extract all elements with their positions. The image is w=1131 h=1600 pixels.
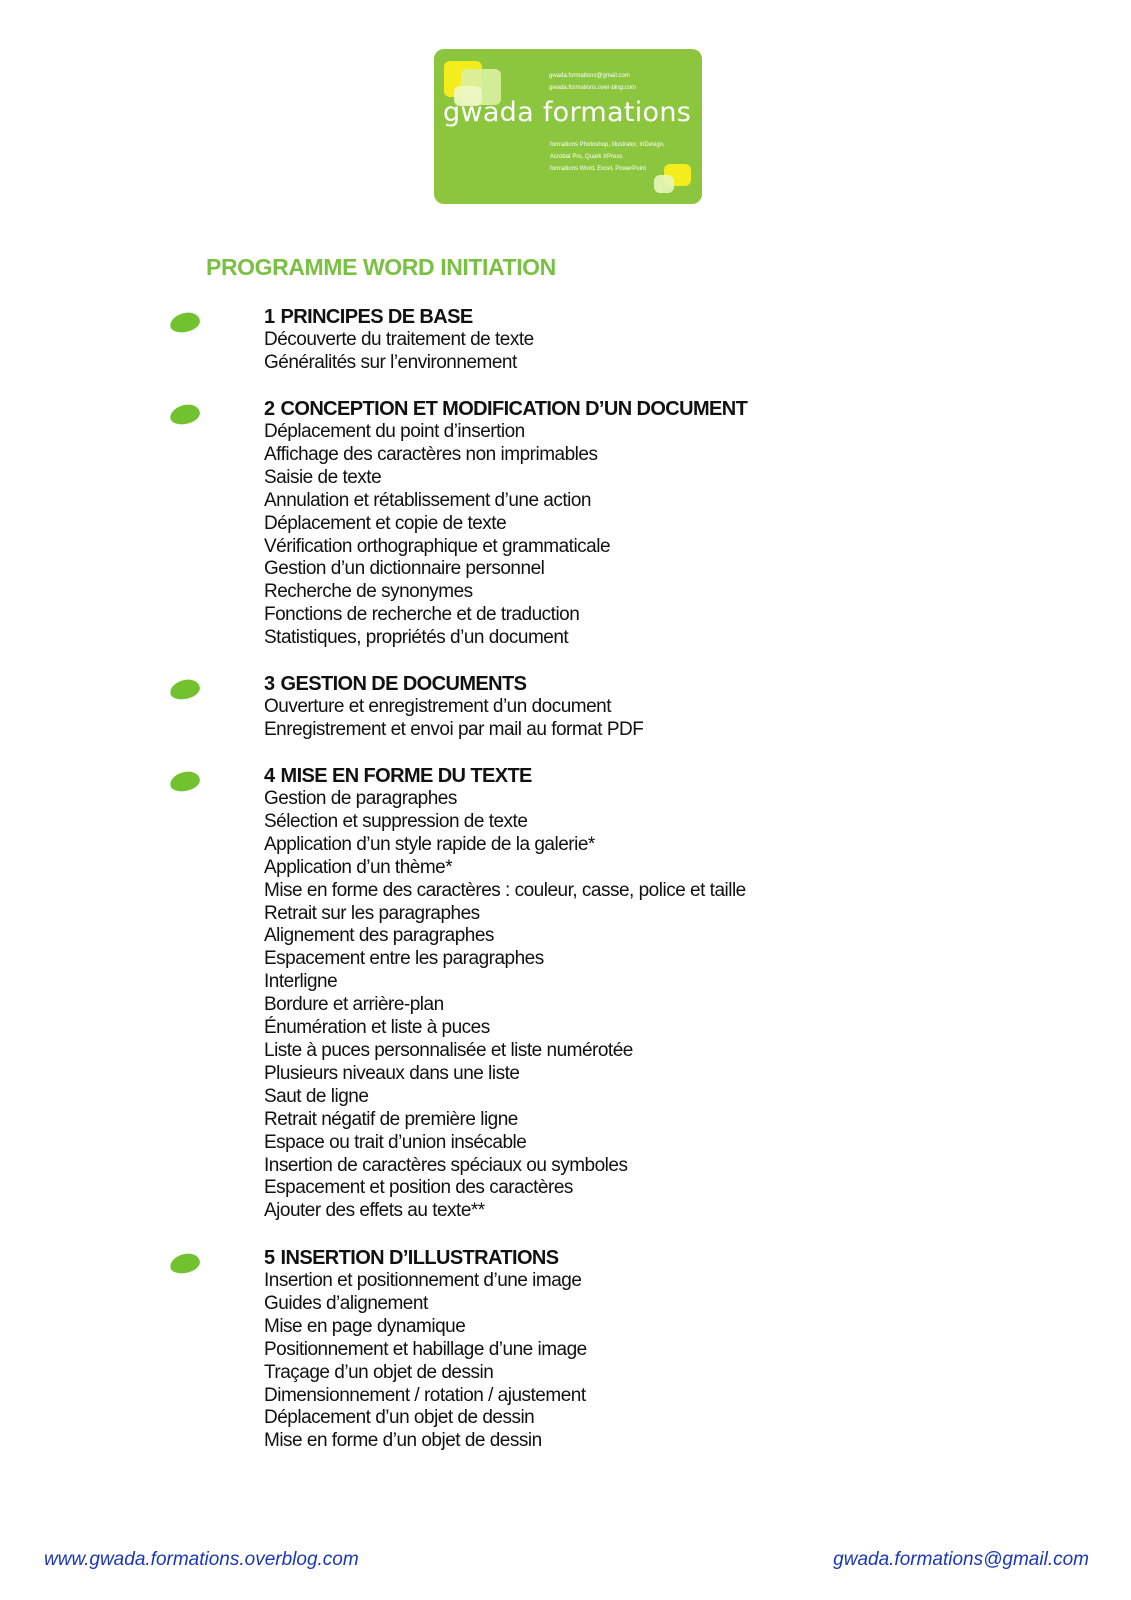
list-item: Mise en page dynamique [264, 1315, 466, 1337]
section-items [264, 696, 804, 742]
section-insertion-illustrations [264, 1247, 804, 1453]
section-conception-modification [264, 398, 804, 650]
list-item: Bordure et arrière-plan [264, 994, 444, 1016]
list-item: Liste à puces personnalisée et liste numérotée [264, 1039, 633, 1061]
list-item: Découverte du traitement de texte [264, 329, 534, 350]
list-item: Retrait négatif de première ligne [264, 1108, 518, 1130]
section-heading [264, 398, 804, 421]
section-number: 3 [264, 673, 275, 695]
logo-tagline-line: formations Word, Excel, PowerPoint [550, 166, 646, 172]
list-item: Statistiques, propriétés d’un document [264, 627, 569, 649]
section-mise-en-forme-texte [264, 765, 804, 1223]
bullet-icon [169, 678, 201, 701]
footer-website-link[interactable]: www.gwada.formations.overblog.com [44, 1549, 359, 1570]
section-heading-label: PRINCIPES DE BASE [280, 306, 473, 328]
section-items [264, 329, 804, 375]
list-item: Insertion et positionnement d’une image [264, 1270, 582, 1291]
list-item: Interligne [264, 971, 338, 993]
section-heading-label: INSERTION D’ILLUSTRATIONS [280, 1247, 559, 1269]
list-item: Ouverture et enregistrement d’un document [264, 696, 612, 717]
section-heading-label: GESTION DE DOCUMENTS [280, 673, 527, 695]
section-heading [264, 306, 804, 329]
list-item: Saut de ligne [264, 1085, 369, 1107]
list-item: Gestion d’un dictionnaire personnel [264, 558, 545, 580]
bullet-icon [169, 1252, 201, 1275]
list-item: Saisie de texte [264, 466, 382, 488]
section-heading [264, 1247, 804, 1270]
list-item: Annulation et rétablissement d’une action [264, 489, 592, 511]
list-item: Déplacement d’un objet de dessin [264, 1407, 535, 1429]
section-heading-label: MISE EN FORME DU TEXTE [280, 765, 532, 787]
list-item: Déplacement et copie de texte [264, 512, 507, 534]
section-heading-label: CONCEPTION ET MODIFICATION D’UN DOCUMENT [280, 398, 748, 420]
section-principes-de-base [264, 306, 804, 375]
list-item: Énumération et liste à puces [264, 1017, 490, 1039]
list-item: Gestion de paragraphes [264, 788, 457, 809]
list-item: Positionnement et habillage d’une image [264, 1338, 587, 1360]
logo-wordmark: gwada formations [443, 97, 692, 128]
list-item: Vérification orthographique et grammaticale [264, 535, 611, 557]
section-heading [264, 673, 804, 696]
logo-email: gwada.formations@gmail.com [549, 73, 630, 79]
logo-tagline-line: formations Photoshop, Illustrator, InDesign, [550, 142, 665, 148]
bullet-icon [169, 311, 201, 334]
list-item: Retrait sur les paragraphes [264, 902, 480, 924]
list-item: Mise en forme d’un objet de dessin [264, 1430, 542, 1452]
list-item: Déplacement du point d’insertion [264, 421, 525, 442]
list-item: Sélection et suppression de texte [264, 810, 528, 832]
section-number: 2 [264, 398, 275, 420]
footer-email-link[interactable]: gwada.formations@gmail.com [833, 1549, 1089, 1570]
section-number: 1 [264, 306, 275, 328]
page-title: PROGRAMME WORD INITIATION [206, 254, 556, 280]
section-heading [264, 765, 804, 788]
list-item: Alignement des paragraphes [264, 925, 494, 947]
list-item: Fonctions de recherche et de traduction [264, 604, 580, 626]
list-item: Plusieurs niveaux dans une liste [264, 1062, 520, 1084]
list-item: Enregistrement et envoi par mail au format PDF [264, 718, 644, 740]
list-item: Insertion de caractères spéciaux ou symboles [264, 1154, 628, 1176]
logo-tagline-line: Acrobat Pro, Quark XPress [550, 154, 623, 160]
list-item: Espacement entre les paragraphes [264, 948, 544, 970]
list-item: Recherche de synonymes [264, 581, 473, 603]
section-number: 5 [264, 1247, 275, 1269]
section-items [264, 421, 804, 650]
list-item: Ajouter des effets au texte** [264, 1200, 485, 1222]
list-item: Généralités sur l’environnement [264, 351, 517, 373]
list-item: Mise en forme des caractères : couleur, casse, police et taille [264, 879, 746, 901]
list-item: Application d’un thème* [264, 856, 453, 878]
section-gestion-documents [264, 673, 804, 742]
list-item: Espace ou trait d’union insécable [264, 1131, 527, 1153]
section-number: 4 [264, 765, 275, 787]
logo-blog: gwada.formations.over-blog.com [549, 85, 636, 91]
bullet-icon [169, 403, 201, 426]
list-item: Espacement et position des caractères [264, 1177, 573, 1199]
section-items [264, 1270, 804, 1453]
list-item: Application d’un style rapide de la galerie* [264, 833, 595, 855]
list-item: Guides d’alignement [264, 1292, 428, 1314]
list-item: Dimensionnement / rotation / ajustement [264, 1384, 586, 1406]
logo-square-pale-corner [654, 175, 674, 193]
section-items [264, 788, 804, 1223]
bullet-icon [169, 770, 201, 793]
list-item: Traçage d’un objet de dessin [264, 1361, 494, 1383]
list-item: Affichage des caractères non imprimables [264, 443, 598, 465]
logo-card [434, 49, 702, 204]
